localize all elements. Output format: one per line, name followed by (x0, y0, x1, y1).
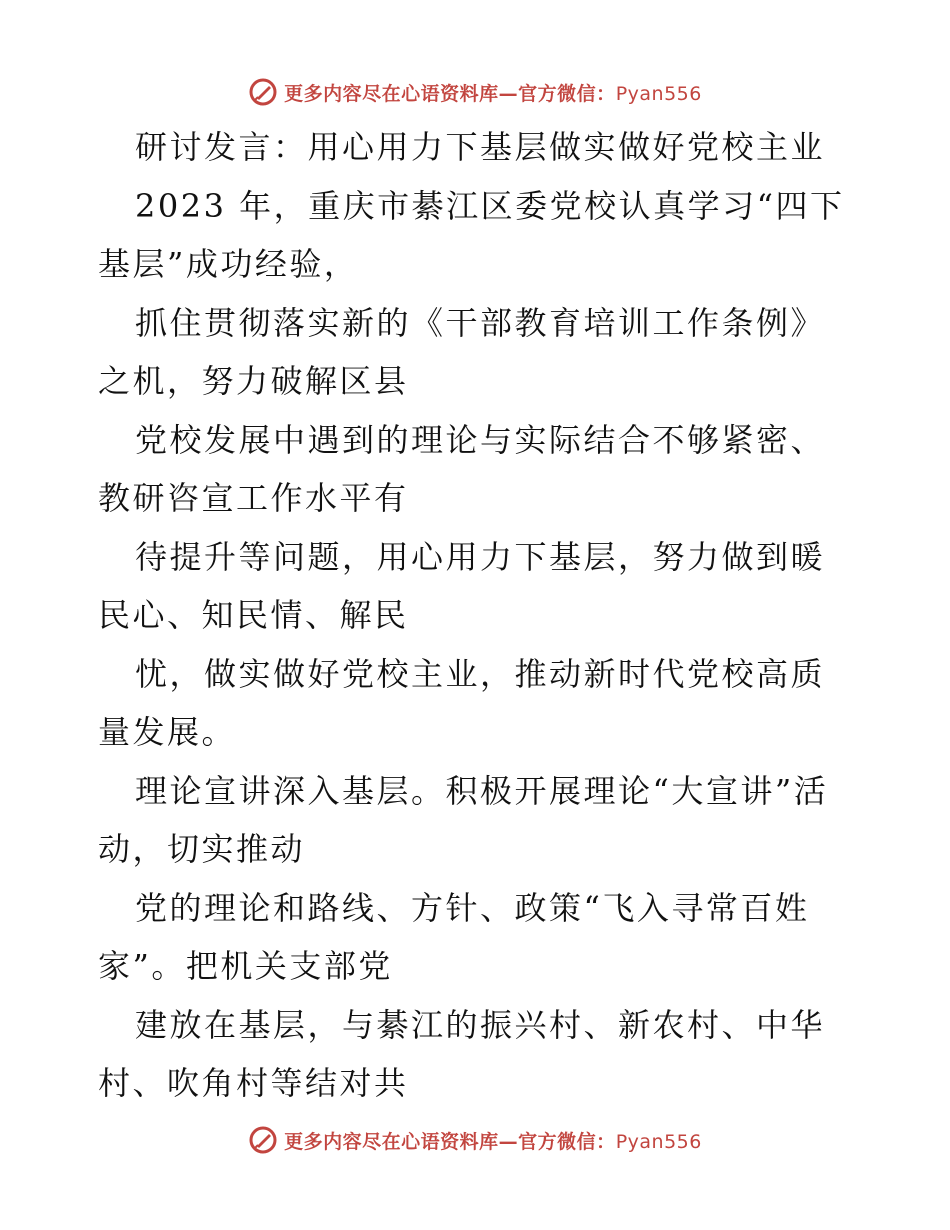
paragraph: 理论宣讲深入基层。积极开展理论“大宣讲”活动，切实推动 (98, 771, 829, 868)
watermark-text: 更多内容尽在心语资料库—官方微信：Pyan556 (284, 1130, 702, 1153)
paragraph: 待提升等问题，用心用力下基层，努力做到暖民心、知民情、解民 (98, 537, 826, 634)
document-title: 研讨发言：用心用力下基层做实做好党校主业 (135, 128, 826, 166)
quill-seal-icon (248, 77, 278, 107)
quill-seal-icon (248, 1125, 278, 1155)
paragraph: 党校发展中遇到的理论与实际结合不够紧密、教研咨宣工作水平有 (98, 420, 826, 517)
paragraph: 建放在基层，与綦江的振兴村、新农村、中华村、吹角村等结对共 (98, 1005, 826, 1102)
paragraph: 抓住贯彻落实新的《干部教育培训工作条例》之机，努力破解区县 (98, 303, 826, 400)
paragraph: 2023 年，重庆市綦江区委党校认真学习“四下基层”成功经验， (98, 186, 845, 283)
paragraph: 忧，做实做好党校主业，推动新时代党校高质量发展。 (98, 654, 826, 751)
watermark-footer (0, 1120, 950, 1160)
paragraph: 党的理论和路线、方针、政策“飞入寻常百姓家”。把机关支部党 (98, 888, 810, 985)
document-body (98, 118, 858, 1113)
watermark-text: 更多内容尽在心语资料库—官方微信：Pyan556 (284, 82, 702, 105)
watermark-header (0, 72, 950, 112)
